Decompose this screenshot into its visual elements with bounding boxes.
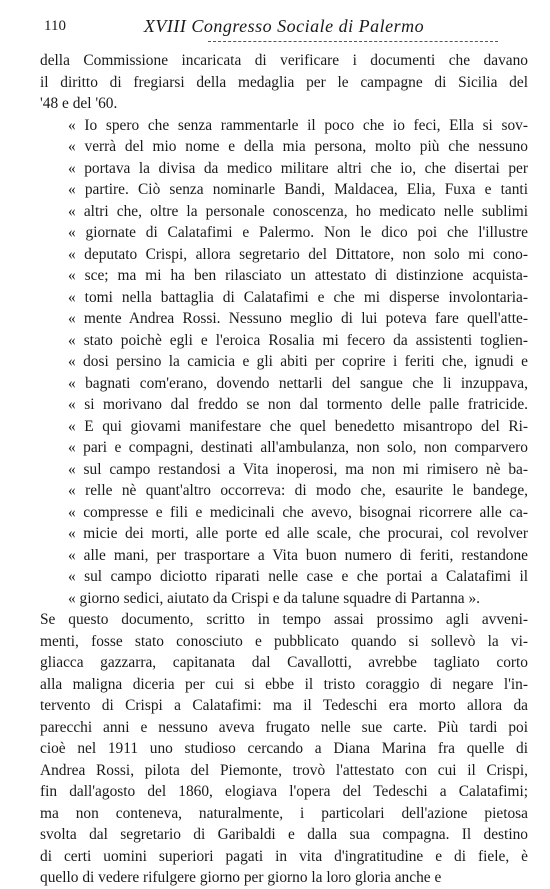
text-line: « sce; ma mi ha ben rilasciato un attestato di distinzione acquista-	[68, 267, 528, 284]
text-line: « E qui giovami manifestare che quel benedetto misantropo del Ri-	[68, 417, 528, 435]
text-line: « tomi nella battaglia di Calatafimi e che mi disperse involontaria-	[68, 288, 528, 306]
page-header	[40, 14, 528, 42]
text-line: il diritto di fregiarsi della medaglia per le campagne di Sicilia del	[40, 73, 528, 91]
text-line: della Commissione incaricata di verificare i documenti che davano	[40, 52, 528, 69]
text-line: svolta dal segretario di Garibaldi e dalla sua compagna. Il destino	[40, 826, 528, 843]
text-line: « alle mani, per trasportare a Vita buon numero di feriti, restandone	[68, 546, 528, 564]
text-line: « mente Andrea Rossi. Nessuno meglio di lui poteva fare quell'atte-	[68, 310, 528, 327]
text-line: « Io spero che senza rammentarle il poco che io feci, Ella si sov-	[68, 116, 528, 134]
text-line: « bagnati com'erano, dovendo nettarli del sangue che li inzuppava,	[68, 374, 528, 392]
text-line: « altri che, oltre la personale conoscenza, ho medicato nelle sublimi	[68, 202, 528, 220]
text-line: alla maligna diceria per cui si ebbe il tristo coraggio di negare l'in-	[40, 675, 528, 693]
text-line: « giorno sedici, aiutato da Crispi e da talune squadre di Partanna ».	[68, 589, 481, 607]
text-line: « relle nè quant'altro occorreva: di modo che, esaurite le bandege,	[68, 482, 528, 499]
text-line: « compresse e fili e medicinali che avevo, bisognai ricorrere alle ca-	[68, 503, 528, 521]
text-line: '48 e del '60.	[40, 95, 118, 112]
text-line: Se questo documento, scritto in tempo assai prossimo agli avveni-	[40, 611, 528, 628]
page-number: 110	[44, 18, 66, 34]
body-text	[40, 50, 528, 889]
text-line: tervento di Crispi a Calatafimi: ma il Tedeschi era morto allora da	[40, 697, 528, 714]
text-line: « dosi persino la camicia e gli abiti per coprire i feriti che, ignudi e	[68, 353, 528, 370]
paragraph	[40, 115, 528, 610]
text-line: di certi uomini superiori pagati in vita d'ingratitudine e di fiele, è	[40, 847, 528, 865]
text-line: « si morivano dal freddo se non dal tormento delle palle fratricide.	[68, 396, 528, 413]
text-line: « stato poichè egli e l'eroica Rosalia mi fecero da assistenti toglien-	[68, 331, 528, 349]
text-line: « giornate di Calatafimi e Palermo. Non le dico poi che l'illustre	[68, 224, 528, 241]
text-line: « micie dei morti, alle porte ed alle scale, che procurai, col revolver	[68, 525, 528, 542]
text-line: ma non conteneva, naturalmente, i particolari dell'azione pietosa	[40, 804, 528, 822]
text-line: quello di vedere rifulgere giorno per giorno la loro gloria anche e	[40, 869, 442, 886]
text-line: « portava la divisa da medico militare altri che io, che disertai per	[68, 159, 528, 177]
text-line: gliacca gazzarra, capitanata dal Cavallotti, avrebbe tagliato corto	[40, 654, 528, 671]
paragraph	[40, 50, 528, 115]
text-line: « verrà del mio nome e della mia persona, molto più che nessuno	[68, 138, 528, 155]
text-line: « sul campo restandosi a Vita inoperosi, ma non mi rimisero nè ba-	[68, 460, 528, 478]
text-line: « sul campo diciotto riparati nelle case e che portai a Calatafimi il	[68, 568, 528, 585]
text-line: menti, fosse stato conosciuto e pubblicato quando si sollevò la vi-	[40, 632, 528, 650]
text-line: cioè nel 1911 uno studioso cercando a Diana Marina fra quelle di	[40, 740, 528, 757]
text-line: Andrea Rossi, pilota del Piemonte, trovò l'attestato con cui il Crispi,	[40, 761, 528, 779]
text-line: « pari e compagni, destinati all'ambulanza, non solo, non comparvero	[68, 439, 528, 456]
header-rule	[208, 41, 498, 42]
paragraph	[40, 609, 528, 889]
text-line: fin dall'agosto del 1860, elogiava l'opera del Tedeschi a Calatafimi;	[40, 783, 528, 800]
running-title: XVIII Congresso Sociale di Palermo	[143, 16, 425, 36]
text-line: « deputato Crispi, allora segretario del Dittatore, non solo mi cono-	[68, 245, 528, 263]
text-line: parecchi anni e nessuno aveva frugato nelle sue carte. Più tardi poi	[40, 718, 528, 736]
text-line: « partire. Ciò senza nominarle Bandi, Maldacea, Elia, Fuxa e tanti	[68, 181, 528, 198]
